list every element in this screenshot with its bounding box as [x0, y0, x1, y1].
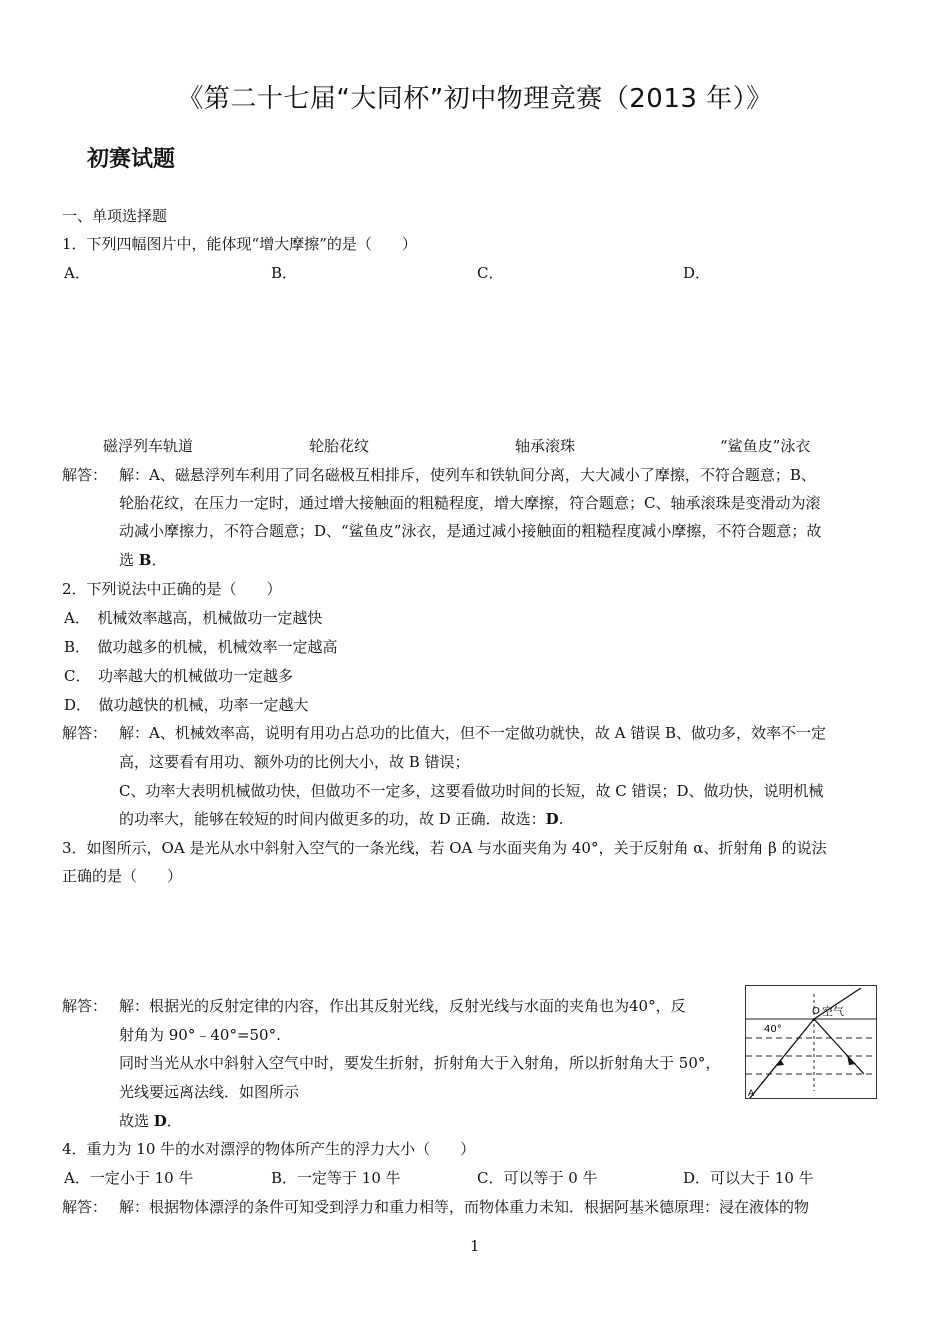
q2-answer-choice: D: [545, 810, 559, 828]
q1-caption-d: “鲨鱼皮”泳衣: [720, 437, 811, 455]
q4-answer-label: 解答：: [62, 1198, 108, 1216]
angle-label: 40°: [764, 1024, 782, 1035]
q2-answer-line: C、功率大表明机械做功快，但做功不一定多，这要看做功时间的长短，故 C 错误；D、做功快，说明机械: [119, 782, 824, 800]
q2-answer-final-suffix: .: [558, 810, 564, 828]
point-o-label: O: [812, 1006, 820, 1017]
q3-answer-line: 光线要远离法线．如图所示: [119, 1083, 300, 1101]
q1-option-d: D．: [683, 264, 711, 282]
q2-option-d: D． 做功越快的机械，功率一定越大: [64, 696, 309, 714]
page-number: 1: [470, 1237, 480, 1255]
q2-answer-final: [119, 808, 563, 829]
q2-option-c: C． 功率越大的机械做功一定越多: [64, 667, 293, 685]
q1-answer-final-suffix: ．: [151, 551, 167, 569]
page-subtitle: 初赛试题: [87, 147, 176, 172]
q4-option-d: D．可以大于 10 牛: [683, 1169, 814, 1187]
q1-answer-line: 轮胎花纹，在压力一定时，通过增大接触面的粗糙程度，增大摩擦，符合题意；C、轴承滚珠是变滑动为滚: [119, 494, 821, 512]
q1-option-b: B．: [271, 264, 298, 282]
q1-caption-c: 轴承滚珠: [515, 437, 576, 455]
q4-stem: 4．重力为 10 牛的水对漂浮的物体所产生的浮力大小（ ）: [62, 1140, 476, 1158]
point-a-label: A: [748, 1089, 755, 1098]
q1-option-a: A．: [64, 264, 90, 282]
q3-answer-line: 射角为 90°﹣40°=50°.: [119, 1026, 281, 1044]
q2-stem: 2．下列说法中正确的是（ ）: [62, 580, 282, 598]
q1-answer-label: 解答：: [62, 466, 108, 484]
q1-answer-line: 动减小摩擦力，不符合题意；D、“鲨鱼皮”泳衣，是通过减小接触面的粗糙程度减小摩擦，不符合题意；故: [119, 522, 822, 540]
q2-answer-final-prefix: 的功率大，能够在较短的时间内做更多的功，故 D 正确．故选：: [119, 810, 546, 828]
q1-stem: 1．下列四幅图片中，能体现“增大摩擦”的是（ ）: [62, 235, 417, 253]
q3-answer-line: 同时当光从水中斜射入空气中时，要发生折射，折射角大于入射角，所以折射角大于 50°，: [119, 1054, 721, 1072]
air-label: 空气: [822, 1005, 844, 1018]
q4-option-c: C．可以等于 0 牛: [477, 1169, 598, 1187]
page-title: 《第二十七届“大同杯”初中物理竞赛（2013 年）》: [177, 84, 773, 114]
q3-answer-line: 解：根据光的反射定律的内容，作出其反射光线，反射光线与水面的夹角也为40°，反: [119, 997, 686, 1015]
reflected-ray: [814, 1019, 864, 1074]
q3-stem-line1: 3．如图所示，OA 是光从水中斜射入空气的一条光线，若 OA 与水面夹角为 40°，关于反射角 α、折射角 β 的说法: [62, 839, 827, 857]
refraction-diagram-svg: [746, 986, 876, 1098]
q2-option-a: A． 机械效率越高，机械做功一定越快: [64, 609, 323, 627]
q2-answer-line: 高，这要看有用功、额外功的比例大小，故 B 错误；: [119, 753, 470, 771]
q3-stem-line2: 正确的是（ ）: [62, 867, 183, 885]
q1-answer-choice: B: [138, 551, 152, 569]
q1-caption-b: 轮胎花纹: [309, 437, 370, 455]
incident-ray: [750, 1019, 814, 1098]
q3-answer-choice: D: [153, 1112, 167, 1130]
q3-answer-final-prefix: 故选: [119, 1112, 154, 1130]
q1-answer-final-prefix: 选: [119, 551, 139, 569]
q2-answer-line: 解：A、机械效率高，说明有用功占总功的比值大，但不一定做功就快，故 A 错误 B、做功多，效率不一定: [119, 724, 826, 742]
q2-option-b: B． 做功越多的机械，机械效率一定越高: [64, 638, 338, 656]
q2-answer-label: 解答：: [62, 724, 108, 742]
q3-answer-label: 解答：: [62, 997, 108, 1015]
q4-option-b: B．一定等于 10 牛: [271, 1169, 401, 1187]
q4-option-a: A．一定小于 10 牛: [64, 1169, 194, 1187]
q3-answer-final-suffix: ．: [166, 1112, 182, 1130]
q3-answer-final: [119, 1110, 182, 1131]
q4-answer-line: 解：根据物体漂浮的条件可知受到浮力和重力相等，而物体重力未知．根据阿基米德原理：浸在液体的物: [119, 1198, 810, 1216]
q1-option-c: C．: [477, 264, 504, 282]
section-heading: 一、单项选择题: [62, 207, 168, 225]
refraction-diagram: [745, 985, 877, 1099]
q1-caption-a: 磁浮列车轨道: [103, 437, 194, 455]
q1-answer-final: [119, 549, 166, 570]
q1-answer-line: 解：A、磁悬浮列车利用了同名磁极互相排斥，使列车和铁轨间分离，大大减小了摩擦，不符合题意；B、: [119, 466, 816, 484]
